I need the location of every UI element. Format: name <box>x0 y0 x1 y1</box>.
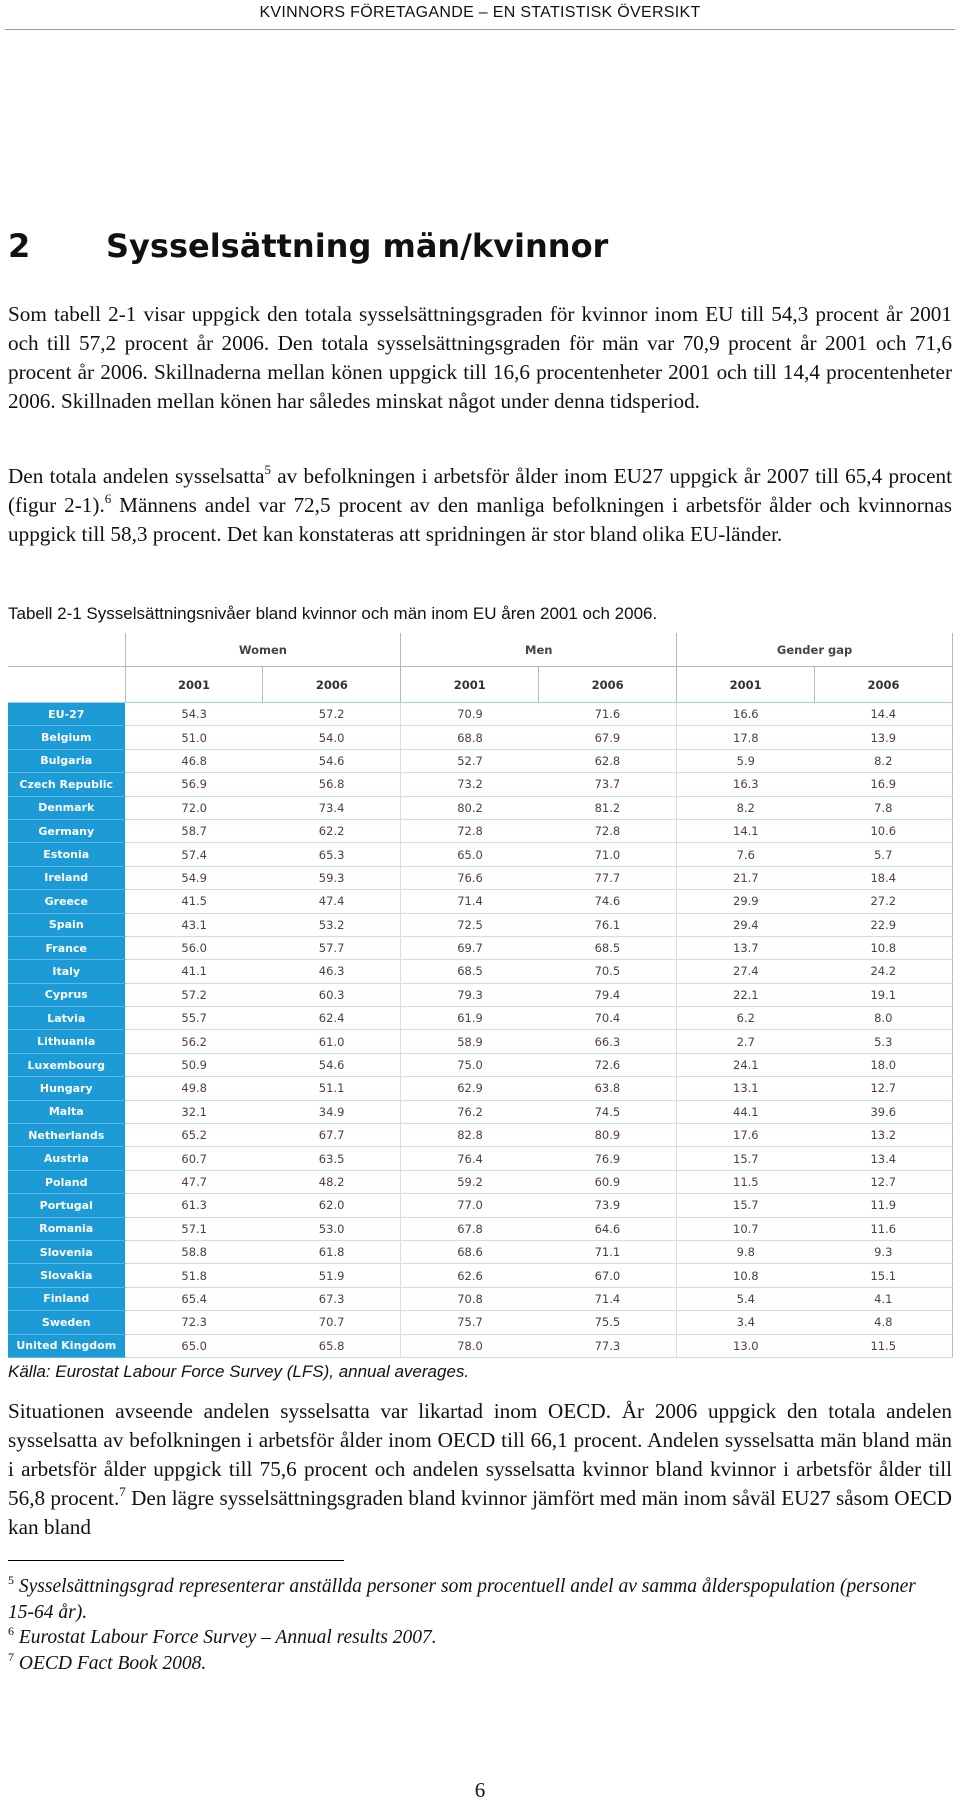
value-cell: 53.2 <box>263 913 401 936</box>
value-cell: 74.6 <box>539 890 677 913</box>
value-cell: 50.9 <box>125 1053 263 1076</box>
year-header: 2001 <box>677 667 815 703</box>
value-cell: 71.1 <box>539 1240 677 1263</box>
table-row <box>8 726 953 749</box>
value-cell: 5.4 <box>677 1287 815 1310</box>
value-cell: 57.2 <box>125 983 263 1006</box>
value-cell: 4.1 <box>815 1287 953 1310</box>
value-cell: 63.8 <box>539 1077 677 1100</box>
value-cell: 67.0 <box>539 1264 677 1287</box>
year-header: 2001 <box>125 667 263 703</box>
footnote-mark: 5 <box>8 1573 14 1587</box>
footnote-text: OECD Fact Book 2008. <box>18 1653 207 1674</box>
paragraph-oecd <box>8 1397 952 1542</box>
table-row <box>8 1217 953 1240</box>
value-cell: 56.9 <box>125 773 263 796</box>
value-cell: 76.6 <box>401 866 539 889</box>
country-cell: Italy <box>8 960 125 983</box>
table-row <box>8 1007 953 1030</box>
value-cell: 76.2 <box>401 1100 539 1123</box>
value-cell: 59.2 <box>401 1170 539 1193</box>
value-cell: 29.9 <box>677 890 815 913</box>
footnote-ref-7[interactable]: 7 <box>119 1484 126 1499</box>
value-cell: 10.6 <box>815 819 953 842</box>
table-row <box>8 1170 953 1193</box>
value-cell: 10.8 <box>815 936 953 959</box>
country-cell: Latvia <box>8 1007 125 1030</box>
value-cell: 54.3 <box>125 703 263 726</box>
year-header: 2001 <box>401 667 539 703</box>
value-cell: 8.2 <box>677 796 815 819</box>
value-cell: 65.0 <box>401 843 539 866</box>
value-cell: 11.9 <box>815 1194 953 1217</box>
value-cell: 57.7 <box>263 936 401 959</box>
value-cell: 70.4 <box>539 1007 677 1030</box>
value-cell: 46.3 <box>263 960 401 983</box>
value-cell: 47.7 <box>125 1170 263 1193</box>
country-cell: Greece <box>8 890 125 913</box>
value-cell: 70.8 <box>401 1287 539 1310</box>
value-cell: 5.7 <box>815 843 953 866</box>
running-header: KVINNORS FÖRETAGANDE – EN STATISTISK ÖVERSIKT <box>259 4 701 21</box>
footnote-6 <box>8 1625 938 1651</box>
country-cell: Slovenia <box>8 1240 125 1263</box>
value-cell: 8.2 <box>815 749 953 772</box>
value-cell: 32.1 <box>125 1100 263 1123</box>
country-cell: Denmark <box>8 796 125 819</box>
footnote-ref-5[interactable]: 5 <box>264 462 271 477</box>
value-cell: 62.4 <box>263 1007 401 1030</box>
table-row <box>8 1334 953 1357</box>
value-cell: 13.1 <box>677 1077 815 1100</box>
value-cell: 72.8 <box>539 819 677 842</box>
footnote-mark: 7 <box>8 1650 14 1664</box>
country-cell: Netherlands <box>8 1124 125 1147</box>
value-cell: 49.8 <box>125 1077 263 1100</box>
value-cell: 11.5 <box>815 1334 953 1357</box>
value-cell: 29.4 <box>677 913 815 936</box>
value-cell: 68.6 <box>401 1240 539 1263</box>
value-cell: 68.5 <box>539 936 677 959</box>
value-cell: 15.7 <box>677 1194 815 1217</box>
table-row <box>8 1240 953 1263</box>
value-cell: 19.1 <box>815 983 953 1006</box>
year-header: 2006 <box>539 667 677 703</box>
country-cell: Austria <box>8 1147 125 1170</box>
table-group-header-row <box>8 633 953 667</box>
value-cell: 57.4 <box>125 843 263 866</box>
table-row <box>8 866 953 889</box>
paragraph-intro: Som tabell 2-1 visar uppgick den totala sysselsättningsgraden för kvinnor inom EU till 54,3 procent år 2001 och till 57,2 procent år 2006. Den totala sysselsättningsgraden för män var 70,9 procent år 2001 och 71,6 procent år 2006. Skillnaderna mellan könen uppgick till 16,6 procentenheter 2001 och till 14,4 procentenheter 2006. Skillnaden mellan könen har således minskat något under denna tidsperiod. <box>8 302 952 413</box>
value-cell: 18.0 <box>815 1053 953 1076</box>
value-cell: 57.1 <box>125 1217 263 1240</box>
paragraph-text: Männens andel var 72,5 procent av den manliga befolkningen i arbetsför ålder och kvinnornas uppgick till 58,3 procent. Det kan konstateras att spridningen är stor bland olika EU-länder. <box>8 493 952 546</box>
value-cell: 14.1 <box>677 819 815 842</box>
value-cell: 65.8 <box>263 1334 401 1357</box>
value-cell: 15.1 <box>815 1264 953 1287</box>
value-cell: 71.6 <box>539 703 677 726</box>
table-caption: Tabell 2-1 Sysselsättningsnivåer bland kvinnor och män inom EU åren 2001 och 2006. <box>8 604 658 623</box>
value-cell: 13.9 <box>815 726 953 749</box>
value-cell: 22.9 <box>815 913 953 936</box>
value-cell: 65.2 <box>125 1124 263 1147</box>
value-cell: 4.8 <box>815 1311 953 1334</box>
value-cell: 68.8 <box>401 726 539 749</box>
value-cell: 51.9 <box>263 1264 401 1287</box>
value-cell: 57.2 <box>263 703 401 726</box>
value-cell: 27.2 <box>815 890 953 913</box>
value-cell: 54.0 <box>263 726 401 749</box>
value-cell: 73.2 <box>401 773 539 796</box>
value-cell: 63.5 <box>263 1147 401 1170</box>
value-cell: 55.7 <box>125 1007 263 1030</box>
value-cell: 65.0 <box>125 1334 263 1357</box>
country-cell: Slovakia <box>8 1264 125 1287</box>
value-cell: 54.9 <box>125 866 263 889</box>
value-cell: 7.8 <box>815 796 953 819</box>
footnote-rule <box>8 1560 344 1561</box>
value-cell: 61.9 <box>401 1007 539 1030</box>
value-cell: 76.1 <box>539 913 677 936</box>
value-cell: 77.3 <box>539 1334 677 1357</box>
value-cell: 62.2 <box>263 819 401 842</box>
value-cell: 24.2 <box>815 960 953 983</box>
table-corner <box>8 667 125 703</box>
value-cell: 62.0 <box>263 1194 401 1217</box>
footnote-5 <box>8 1574 938 1626</box>
table-row <box>8 703 953 726</box>
value-cell: 56.2 <box>125 1030 263 1053</box>
country-cell: Spain <box>8 913 125 936</box>
country-cell: Malta <box>8 1100 125 1123</box>
group-header-gender-gap: Gender gap <box>677 633 953 667</box>
table-row <box>8 913 953 936</box>
group-header-men: Men <box>401 633 677 667</box>
value-cell: 14.4 <box>815 703 953 726</box>
value-cell: 6.2 <box>677 1007 815 1030</box>
value-cell: 54.6 <box>263 749 401 772</box>
table-row <box>8 1053 953 1076</box>
value-cell: 47.4 <box>263 890 401 913</box>
country-cell: Romania <box>8 1217 125 1240</box>
country-cell: United Kingdom <box>8 1334 125 1357</box>
value-cell: 62.9 <box>401 1077 539 1100</box>
table-row <box>8 796 953 819</box>
value-cell: 9.8 <box>677 1240 815 1263</box>
country-cell: France <box>8 936 125 959</box>
value-cell: 75.5 <box>539 1311 677 1334</box>
value-cell: 21.7 <box>677 866 815 889</box>
country-cell: Poland <box>8 1170 125 1193</box>
value-cell: 76.4 <box>401 1147 539 1170</box>
value-cell: 13.7 <box>677 936 815 959</box>
value-cell: 22.1 <box>677 983 815 1006</box>
value-cell: 41.1 <box>125 960 263 983</box>
value-cell: 73.9 <box>539 1194 677 1217</box>
value-cell: 39.6 <box>815 1100 953 1123</box>
paragraph-text: Situationen avseende andelen sysselsatta var likartad inom OECD. År 2006 uppgick den totala andelen sysselsatta av befolkningen i arbetsför ålder inom OECD till 66,1 procent. Andelen sysselsatta män bland män i arbetsför ålder uppgick till 75,6 procent och andelen sysselsatta kvinnor bland kvinnor i arbetsför ålder till 56,8 procent. <box>8 1399 952 1510</box>
value-cell: 3.4 <box>677 1311 815 1334</box>
value-cell: 79.4 <box>539 983 677 1006</box>
paragraph-text: Den totala andelen sysselsatta <box>8 464 265 488</box>
value-cell: 60.3 <box>263 983 401 1006</box>
value-cell: 80.2 <box>401 796 539 819</box>
value-cell: 81.2 <box>539 796 677 819</box>
value-cell: 62.8 <box>539 749 677 772</box>
value-cell: 16.3 <box>677 773 815 796</box>
year-header: 2006 <box>263 667 401 703</box>
value-cell: 71.0 <box>539 843 677 866</box>
country-cell: EU-27 <box>8 703 125 726</box>
value-cell: 64.6 <box>539 1217 677 1240</box>
country-cell: Hungary <box>8 1077 125 1100</box>
value-cell: 60.7 <box>125 1147 263 1170</box>
value-cell: 13.0 <box>677 1334 815 1357</box>
value-cell: 15.7 <box>677 1147 815 1170</box>
value-cell: 13.2 <box>815 1124 953 1147</box>
value-cell: 82.8 <box>401 1124 539 1147</box>
value-cell: 69.7 <box>401 936 539 959</box>
table-year-header-row <box>8 667 953 703</box>
value-cell: 56.8 <box>263 773 401 796</box>
value-cell: 54.6 <box>263 1053 401 1076</box>
value-cell: 17.8 <box>677 726 815 749</box>
table-source: Källa: Eurostat Labour Force Survey (LFS), annual averages. <box>8 1362 470 1381</box>
value-cell: 46.8 <box>125 749 263 772</box>
table-row <box>8 1264 953 1287</box>
value-cell: 59.3 <box>263 866 401 889</box>
paragraph-eu27 <box>8 462 952 549</box>
value-cell: 76.9 <box>539 1147 677 1170</box>
value-cell: 67.7 <box>263 1124 401 1147</box>
value-cell: 67.8 <box>401 1217 539 1240</box>
table-corner <box>8 633 125 667</box>
value-cell: 66.3 <box>539 1030 677 1053</box>
value-cell: 71.4 <box>401 890 539 913</box>
value-cell: 8.0 <box>815 1007 953 1030</box>
value-cell: 60.9 <box>539 1170 677 1193</box>
value-cell: 5.3 <box>815 1030 953 1053</box>
value-cell: 41.5 <box>125 890 263 913</box>
value-cell: 78.0 <box>401 1334 539 1357</box>
table-row <box>8 890 953 913</box>
value-cell: 51.8 <box>125 1264 263 1287</box>
section-title: Sysselsättning män/kvinnor <box>106 227 609 265</box>
value-cell: 72.3 <box>125 1311 263 1334</box>
value-cell: 67.9 <box>539 726 677 749</box>
value-cell: 79.3 <box>401 983 539 1006</box>
value-cell: 70.7 <box>263 1311 401 1334</box>
table-row <box>8 983 953 1006</box>
value-cell: 80.9 <box>539 1124 677 1147</box>
table-row <box>8 1030 953 1053</box>
value-cell: 72.5 <box>401 913 539 936</box>
value-cell: 73.4 <box>263 796 401 819</box>
table-row <box>8 843 953 866</box>
header-rule <box>5 29 955 30</box>
table-row <box>8 749 953 772</box>
table-row <box>8 936 953 959</box>
value-cell: 73.7 <box>539 773 677 796</box>
country-cell: Belgium <box>8 726 125 749</box>
section-number: 2 <box>8 227 31 265</box>
value-cell: 44.1 <box>677 1100 815 1123</box>
table-row <box>8 1147 953 1170</box>
year-header: 2006 <box>815 667 953 703</box>
value-cell: 13.4 <box>815 1147 953 1170</box>
value-cell: 58.9 <box>401 1030 539 1053</box>
value-cell: 51.0 <box>125 726 263 749</box>
value-cell: 72.0 <box>125 796 263 819</box>
table-row <box>8 1287 953 1310</box>
value-cell: 51.1 <box>263 1077 401 1100</box>
value-cell: 12.7 <box>815 1170 953 1193</box>
value-cell: 65.3 <box>263 843 401 866</box>
section-heading <box>8 227 608 265</box>
value-cell: 61.8 <box>263 1240 401 1263</box>
value-cell: 77.7 <box>539 866 677 889</box>
value-cell: 24.1 <box>677 1053 815 1076</box>
value-cell: 18.4 <box>815 866 953 889</box>
employment-table <box>8 633 953 1358</box>
country-cell: Cyprus <box>8 983 125 1006</box>
value-cell: 58.7 <box>125 819 263 842</box>
table-row <box>8 1100 953 1123</box>
country-cell: Estonia <box>8 843 125 866</box>
value-cell: 9.3 <box>815 1240 953 1263</box>
table-row <box>8 1124 953 1147</box>
value-cell: 48.2 <box>263 1170 401 1193</box>
country-cell: Czech Republic <box>8 773 125 796</box>
value-cell: 75.7 <box>401 1311 539 1334</box>
paragraph-text: Den lägre sysselsättningsgraden bland kvinnor jämfört med män inom såväl EU27 såsom OECD kan bland <box>8 1486 952 1539</box>
country-cell: Sweden <box>8 1311 125 1334</box>
value-cell: 16.9 <box>815 773 953 796</box>
value-cell: 75.0 <box>401 1053 539 1076</box>
value-cell: 10.8 <box>677 1264 815 1287</box>
footnote-mark: 6 <box>8 1624 14 1638</box>
value-cell: 12.7 <box>815 1077 953 1100</box>
footnote-ref-6[interactable]: 6 <box>104 491 112 506</box>
footnote-7 <box>8 1651 938 1677</box>
footnote-text: Eurostat Labour Force Survey – Annual results 2007. <box>18 1627 437 1648</box>
country-cell: Lithuania <box>8 1030 125 1053</box>
value-cell: 68.5 <box>401 960 539 983</box>
value-cell: 70.5 <box>539 960 677 983</box>
value-cell: 61.0 <box>263 1030 401 1053</box>
value-cell: 72.8 <box>401 819 539 842</box>
value-cell: 43.1 <box>125 913 263 936</box>
value-cell: 56.0 <box>125 936 263 959</box>
value-cell: 62.6 <box>401 1264 539 1287</box>
value-cell: 77.0 <box>401 1194 539 1217</box>
value-cell: 52.7 <box>401 749 539 772</box>
table-row <box>8 1077 953 1100</box>
table-row <box>8 819 953 842</box>
page-number: 6 <box>474 1778 486 1802</box>
country-cell: Bulgaria <box>8 749 125 772</box>
paragraph-text: av befolkningen i arbetsför ålder inom EU27 uppgick år 2007 till 65,4 procent (figur 2-1). <box>8 464 952 517</box>
value-cell: 5.9 <box>677 749 815 772</box>
footnote-text: Sysselsättningsgrad representerar anställda personer som procentuell andel av samma ålderspopulation (personer 15-64 år). <box>8 1576 916 1623</box>
country-cell: Germany <box>8 819 125 842</box>
table-row <box>8 1194 953 1217</box>
value-cell: 53.0 <box>263 1217 401 1240</box>
value-cell: 61.3 <box>125 1194 263 1217</box>
value-cell: 2.7 <box>677 1030 815 1053</box>
value-cell: 27.4 <box>677 960 815 983</box>
value-cell: 65.4 <box>125 1287 263 1310</box>
value-cell: 74.5 <box>539 1100 677 1123</box>
value-cell: 17.6 <box>677 1124 815 1147</box>
value-cell: 70.9 <box>401 703 539 726</box>
country-cell: Finland <box>8 1287 125 1310</box>
country-cell: Portugal <box>8 1194 125 1217</box>
value-cell: 7.6 <box>677 843 815 866</box>
group-header-women: Women <box>125 633 401 667</box>
table-row <box>8 960 953 983</box>
value-cell: 58.8 <box>125 1240 263 1263</box>
value-cell: 11.5 <box>677 1170 815 1193</box>
value-cell: 11.6 <box>815 1217 953 1240</box>
country-cell: Luxembourg <box>8 1053 125 1076</box>
table-row <box>8 1311 953 1334</box>
value-cell: 10.7 <box>677 1217 815 1240</box>
value-cell: 72.6 <box>539 1053 677 1076</box>
table-body <box>8 703 953 1358</box>
value-cell: 67.3 <box>263 1287 401 1310</box>
value-cell: 71.4 <box>539 1287 677 1310</box>
country-cell: Ireland <box>8 866 125 889</box>
table-row <box>8 773 953 796</box>
value-cell: 34.9 <box>263 1100 401 1123</box>
value-cell: 16.6 <box>677 703 815 726</box>
